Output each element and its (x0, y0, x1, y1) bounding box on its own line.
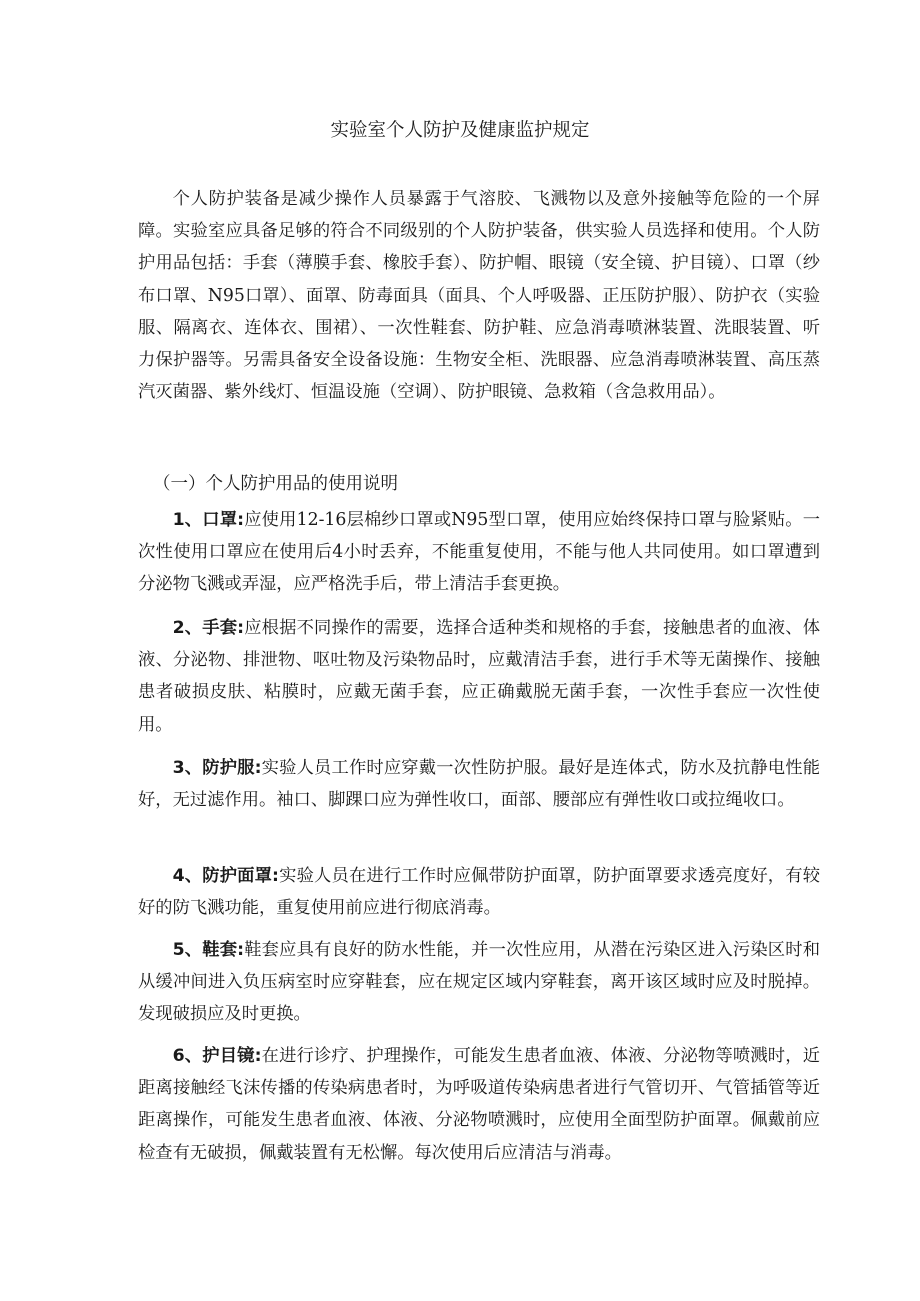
item-lead: 4、防护面罩: (172, 866, 279, 886)
item-lead: 3、防护服: (172, 758, 262, 778)
item-text: 实验人员在进行工作时应佩带防护面罩，防护面罩要求透亮度好，有较好的防飞溅功能，重复使用前应进行彻底消毒。 (138, 866, 820, 919)
intro-paragraph (138, 183, 820, 408)
item-text: 应根据不同操作的需要，选择合适种类和规格的手套，接触患者的血液、体液、分泌物、排泄物、呕吐物及污染物品时，应戴清洁手套，进行手术等无菌操作、接触患者破损皮肤、粘膜时，应戴无菌手套，应正确戴脱无菌手套，一次性手套应一次性使用。 (138, 618, 820, 735)
item-lead: 6、护目镜: (172, 1046, 262, 1066)
section-heading: （一）个人防护用品的使用说明 (153, 474, 398, 494)
item-text: 鞋套应具有良好的防水性能，并一次性应用，从潜在污染区进入污染区时和从缓冲间进入负压病室时应穿鞋套，应在规定区域内穿鞋套，离开该区域时应及时脱掉。发现破损应及时更换。 (138, 940, 820, 1025)
page-title: 实验室个人防护及健康监护规定 (330, 120, 590, 141)
intro-text: 个人防护装备是减少操作人员暴露于气溶胶、飞溅物以及意外接触等危险的一个屏障。实验室应具备足够的符合不同级别的个人防护装备，供实验人员选择和使用。个人防护用品包括：手套（薄膜手套、橡胶手套）、防护帽、眼镜（安全镜、护目镜）、口罩（纱布口罩、N95口罩）、面罩、防毒面具（面具、个人呼吸器、正压防护服）、防护衣（实验服、隔离衣、连体衣、围裙）、一次性鞋套、防护鞋、应急消毒喷淋装置、洗眼装置、听力保护器等。另需具备安全设备设施：生物安全柜、洗眼器、应急消毒喷淋装置、高压蒸汽灭菌器、紫外线灯、恒温设施（空调）、防护眼镜、急救箱（含急救用品）。 (138, 189, 820, 403)
item-mask (138, 504, 820, 601)
item-goggles (138, 1040, 820, 1169)
item-lead: 5、鞋套: (172, 940, 245, 960)
item-protective-suit (138, 752, 820, 816)
item-text: 应使用12-16层棉纱口罩或N95型口罩，使用应始终保持口罩与脸紧贴。一次性使用口罩应在使用后4小时丢弃，不能重复使用，不能与他人共同使用。如口罩遭到分泌物飞溅或弄湿，应严格洗手后，带上清洁手套更换。 (138, 510, 820, 595)
item-text: 实验人员工作时应穿戴一次性防护服。最好是连体式，防水及抗静电性能好，无过滤作用。袖口、脚踝口应为弹性收口，面部、腰部应有弹性收口或拉绳收口。 (138, 758, 820, 811)
item-gloves (138, 612, 820, 741)
item-text: 在进行诊疗、护理操作，可能发生患者血液、体液、分泌物等喷溅时，近距离接触经飞沫传播的传染病患者时，为呼吸道传染病患者进行气管切开、气管插管等近距离操作，可能发生患者血液、体液、分泌物喷溅时，应使用全面型防护面罩。佩戴前应检查有无破损，佩戴装置有无松懈。每次使用后应清洁与消毒。 (138, 1046, 820, 1163)
item-lead: 1、口罩: (172, 510, 245, 530)
item-face-shield (138, 860, 820, 924)
item-shoe-covers (138, 934, 820, 1031)
item-lead: 2、手套: (172, 618, 245, 638)
